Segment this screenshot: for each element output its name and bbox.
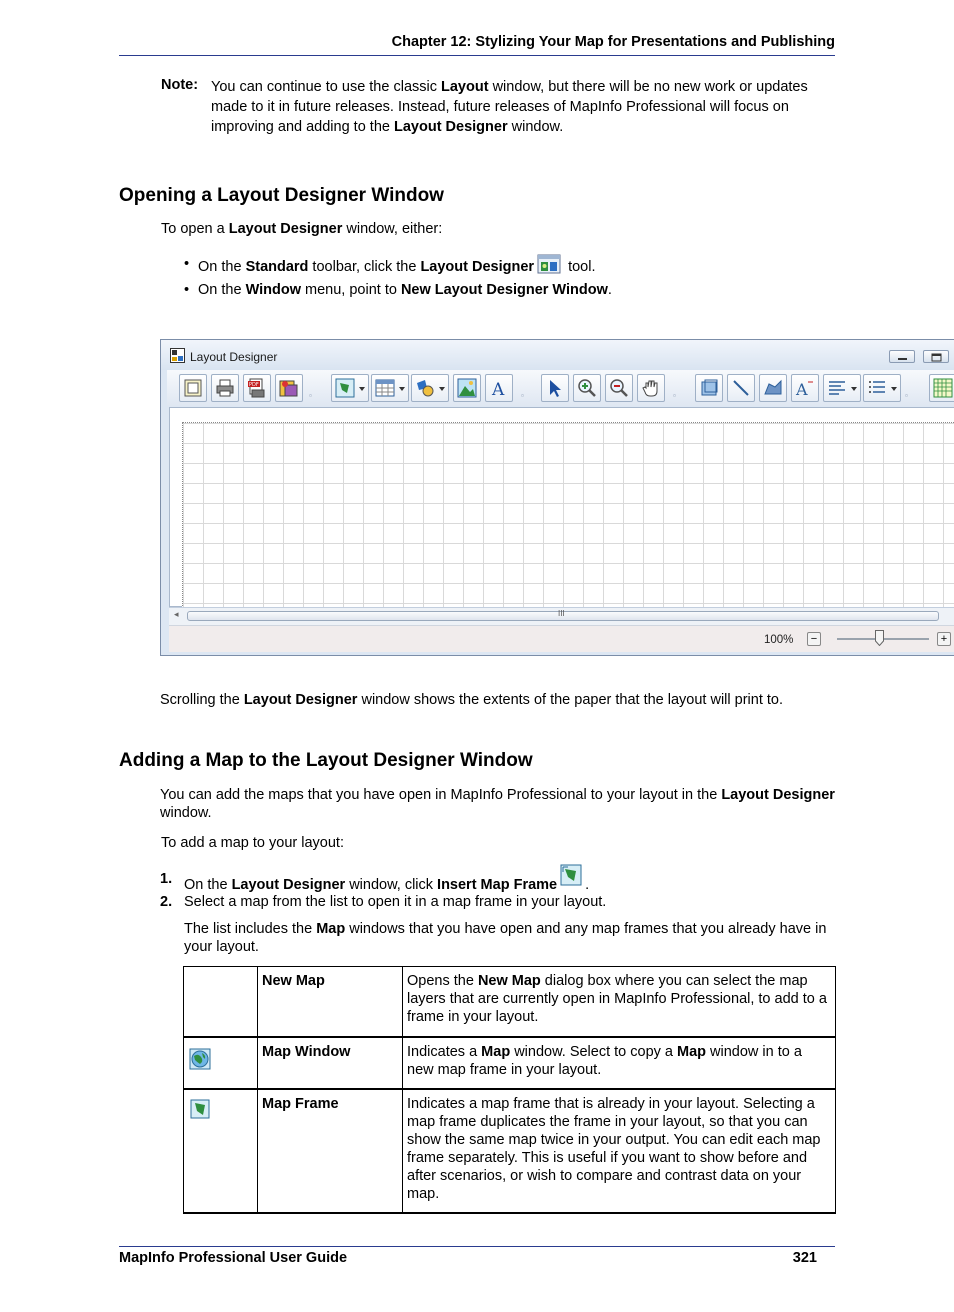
section-heading-opening: Opening a Layout Designer Window [119,185,444,206]
step-number: 2. [160,894,173,910]
insert-image-button[interactable] [453,374,481,402]
text-style-icon[interactable] [791,374,819,402]
map-window-icon [189,1048,211,1070]
minimize-button[interactable] [889,350,915,363]
zoom-in-icon[interactable] [573,374,601,402]
svg-text:▫: ▫ [905,391,908,400]
window-titlebar [161,340,954,370]
table-cell-description: Opens the New Map dialog box where you can select the map layers that are currently open in MapInfo Professional, to add to a frame in your layout. [403,967,836,1037]
table-row [184,967,836,1037]
insert-browser-frame-button[interactable] [371,374,409,402]
table-row [184,1037,836,1089]
insert-text-button[interactable] [485,374,513,402]
select-pointer-icon[interactable] [541,374,569,402]
list-item: • On the Standard toolbar, click the Layout Designer tool. [184,254,824,280]
header-rule [119,55,835,56]
list-style-dropdown[interactable] [863,374,901,402]
chapter-header: Chapter 12: Stylizing Your Map for Presentations and Publishing [391,34,835,50]
layout-app-icon [170,348,185,363]
insert-map-frame-button[interactable] [331,374,369,402]
note-text: You can continue to use the classic Layout window, but there will be no new work or updates made to it in future releases. Instead, future releases of MapInfo Professional will focus on improving and adding to the Layout Designer window. [211,79,808,135]
intro-paragraph: To open a Layout Designer window, either: [161,221,443,237]
add-map-intro: To add a map to your layout: [161,835,344,851]
rectangle-tool-icon[interactable] [695,374,723,402]
table-cell-name: Map Frame [258,1089,403,1213]
zoom-slider-thumb[interactable] [875,630,884,646]
step-number: 1. [160,871,173,887]
toolbar-grip[interactable] [905,378,913,400]
svg-text:A: A [796,380,808,398]
layout-paper-grid[interactable] [182,422,954,608]
svg-text:PDF: PDF [249,382,259,388]
table-cell-icon [184,967,258,1037]
scroll-left-icon[interactable]: ◂ [174,609,179,619]
section-heading-adding: Adding a Map to the Layout Designer Window [119,750,533,771]
window-title: Layout Designer [190,350,278,364]
zoom-level: 100% [764,634,794,646]
list-includes-paragraph: The list includes the Map windows that you have open and any map frames that you already have in your layout. [184,921,827,955]
zoom-minus-button[interactable]: − [807,632,821,646]
add-maps-paragraph: You can add the maps that you have open in MapInfo Professional to your layout in the Layout Designer window. [160,787,835,821]
export-pdf-icon[interactable] [243,374,271,402]
note-label: Note: [161,77,199,93]
table-cell-icon [184,1037,258,1089]
layout-toolbar [167,370,954,406]
layout-designer-window [160,339,954,656]
table-cell-description: Indicates a map frame that is already in your layout. Selecting a map frame duplicates the frame in your layout, so that you can show the same map twice in your output. You can edit each map frame separately. This is useful if you want to show before and after scenarios, or wish to compare and contrast data on your map. [403,1089,836,1213]
zoom-plus-button[interactable]: + [937,632,951,646]
page-number: 321 [792,1250,817,1266]
step-2: Select a map from the list to open it in a map frame in your layout. [184,894,607,910]
frame-tool-button[interactable] [179,374,207,402]
svg-text:▫: ▫ [309,391,312,400]
table-cell-icon [184,1089,258,1213]
table-row [184,1089,836,1213]
insert-map-frame-icon [560,864,582,891]
polygon-tool-icon[interactable] [759,374,787,402]
insert-shape-button[interactable] [411,374,449,402]
open-methods-list [184,254,824,300]
scroll-grip-icon: III [558,609,565,618]
step-1: On the Layout Designer window, click Insert Map Frame . [184,864,589,891]
layout-designer-icon [537,254,561,280]
table-cell-name: New Map [258,967,403,1037]
svg-text:▫: ▫ [673,391,676,400]
toolbar-grip[interactable] [309,378,317,400]
list-item: • On the Window menu, point to New Layout Designer Window. [184,280,824,300]
svg-text:A: A [492,380,505,398]
restore-button[interactable] [923,350,949,363]
horizontal-scrollbar[interactable] [169,607,954,625]
page-setup-icon[interactable] [275,374,303,402]
print-icon[interactable] [211,374,239,402]
toolbar-grip[interactable] [673,378,681,400]
scroll-paragraph: Scrolling the Layout Designer window shows the extents of the paper that the layout will print to. [160,692,784,708]
toolbar-grip[interactable] [521,378,529,400]
footer-rule [119,1246,835,1247]
map-options-table [183,966,836,1214]
zoom-out-icon[interactable] [605,374,633,402]
status-bar [169,625,954,652]
layout-canvas[interactable] [169,407,954,607]
footer-title: MapInfo Professional User Guide [119,1250,348,1266]
map-frame-icon [189,1098,211,1120]
table-cell-name: Map Window [258,1037,403,1089]
svg-text:▫: ▫ [521,391,524,400]
pan-hand-icon[interactable] [637,374,665,402]
grid-toggle-icon[interactable] [929,374,954,402]
align-text-dropdown[interactable] [823,374,861,402]
scrollbar-thumb[interactable] [187,611,939,621]
line-tool-icon[interactable] [727,374,755,402]
table-cell-description: Indicates a Map window. Select to copy a Map window in to a new map frame in your layout. [403,1037,836,1089]
